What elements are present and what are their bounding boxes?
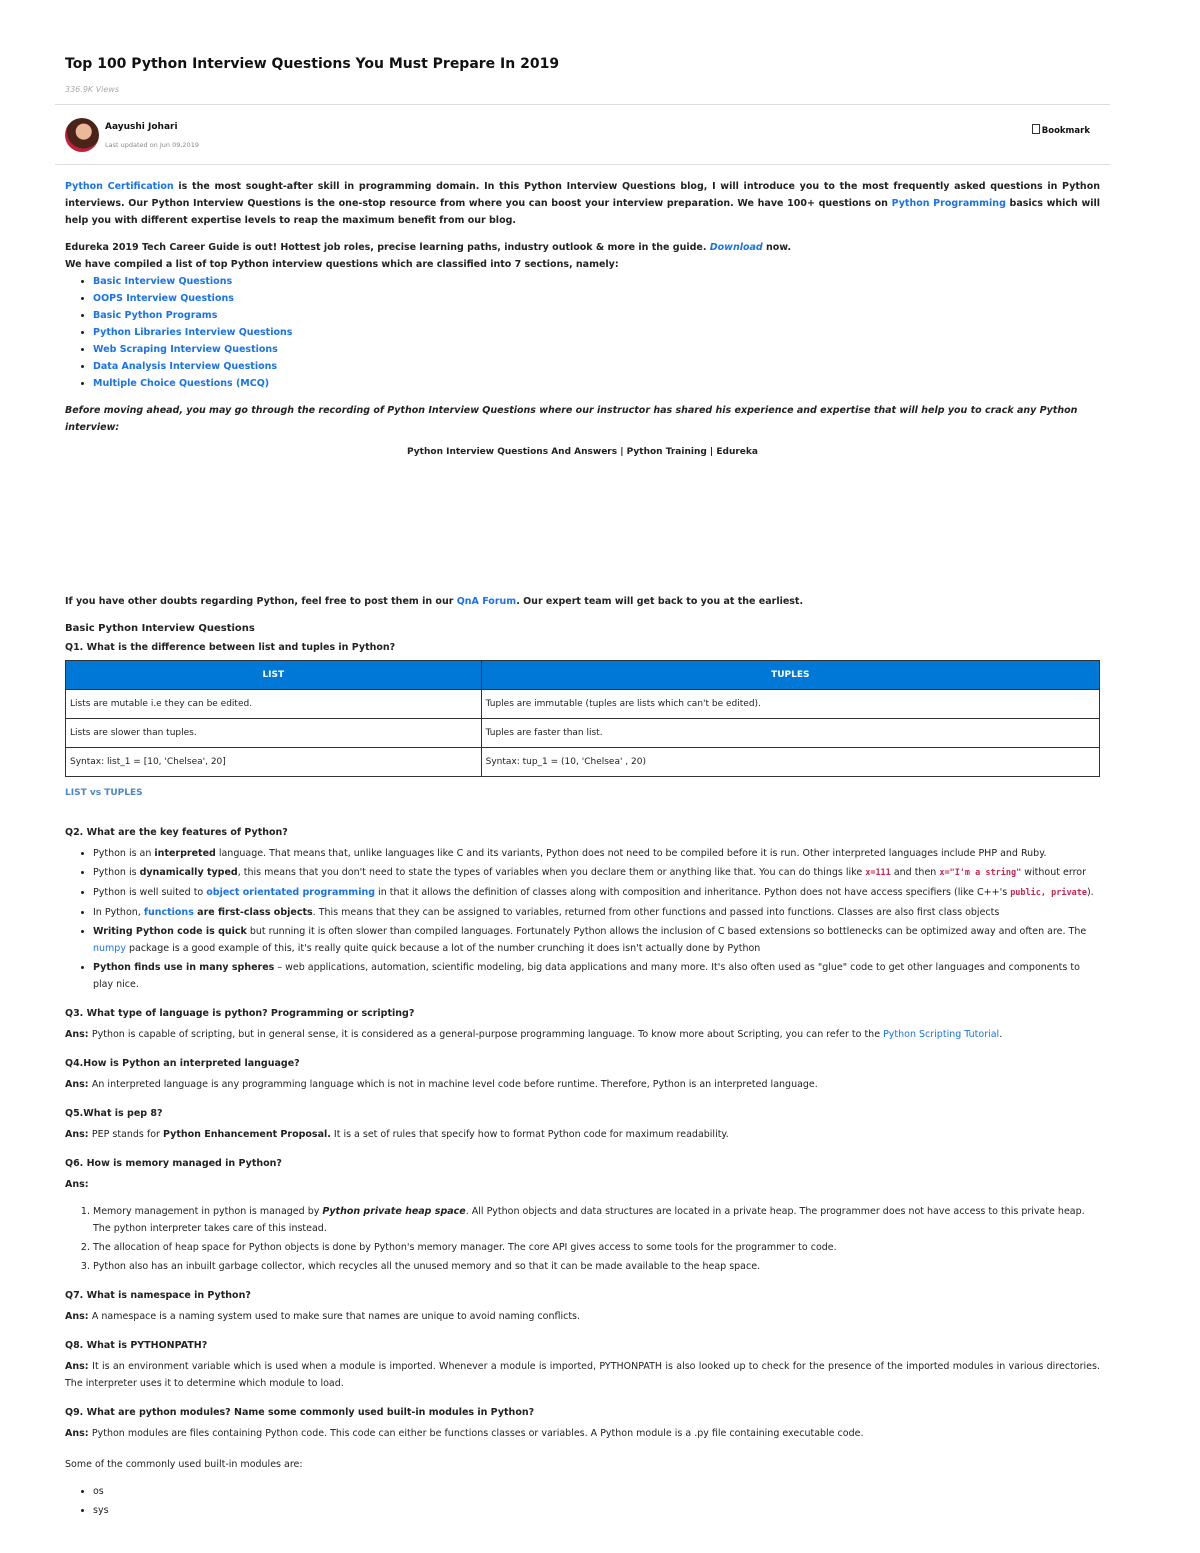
list-item: • sys: [93, 1502, 1100, 1519]
question-2: Q2. What are the key features of Python?: [65, 827, 288, 838]
question-7: Q7. What is namespace in Python?: [65, 1290, 251, 1301]
modules-list: [65, 1483, 1100, 1519]
video-title[interactable]: Python Interview Questions And Answers | Python Training | Edureka: [407, 447, 758, 457]
question-3: Q3. What type of language is python? Programming or scripting?: [65, 1008, 415, 1019]
last-updated: Last updated on Jun 09,2019: [105, 141, 199, 149]
python-programming-link[interactable]: Python Programming: [891, 198, 1006, 209]
answer-5: Ans: PEP stands for Python Enhancement Proposal. It is a set of rules that specify how to format Python code for maximum readability.: [65, 1129, 729, 1140]
answer-3: Ans: Python is capable of scripting, but in general sense, it is considered as a general-purpose programming language. To know more about Scripting, you can refer to the Python Scripting Tutorial.: [65, 1029, 1003, 1040]
answer-7: Ans: A namespace is a naming system used to make sure that names are unique to avoid naming conflicts.: [65, 1311, 581, 1322]
download-link[interactable]: Download: [709, 242, 763, 253]
section-link[interactable]: Multiple Choice Questions (MCQ): [93, 378, 270, 389]
numpy-link[interactable]: numpy: [93, 943, 126, 954]
code-snippet: x=111: [865, 868, 891, 878]
list-item: • os: [93, 1483, 1100, 1500]
list-item: [93, 273, 1100, 290]
table-caption: LIST vs TUPLES: [65, 788, 143, 798]
list-item: [93, 358, 1100, 375]
table-cell: Lists are mutable i.e they can be edited.: [66, 690, 482, 719]
list-item: 2. The allocation of heap space for Python objects is done by Python's memory manager. The core API gives access to some tools for the programmer to code.: [93, 1239, 1100, 1256]
video-embed[interactable]: [65, 461, 1100, 589]
table-header: LIST: [66, 661, 482, 690]
table-cell: Syntax: tup_1 = (10, 'Chelsea' , 20): [481, 748, 1099, 777]
question-1: Q1. What is the difference between list and tuples in Python?: [65, 642, 396, 653]
list-item: • Python is well suited to object orientated programming in that it allows the definition of classes along with composition and inheritance. Python does not have access specifiers (like C++'s public, private).: [93, 884, 1100, 902]
career-guide-line: Edureka 2019 Tech Career Guide is out! Hottest job roles, precise learning paths, industry outlook & more in the guide. Download now.: [65, 242, 792, 253]
table-row: [66, 748, 1100, 777]
section-link[interactable]: Basic Python Programs: [93, 310, 218, 321]
list-item: • In Python, functions are first-class objects. This means that they can be assigned to variables, returned from other functions and passed into functions. Classes are also first class objects: [93, 904, 1100, 921]
list-item: • Python finds use in many spheres – web applications, automation, scientific modeling, big data applications and many more. It's also often used as "glue" code to get other languages and components to play nice.: [93, 959, 1100, 993]
article-title: Top 100 Python Interview Questions You Must Prepare In 2019: [65, 56, 560, 72]
video-note: Before moving ahead, you may go through the recording of Python Interview Questions where our instructor has shared his experience and expertise that will help you to crack any Python interview:: [65, 405, 1078, 433]
list-item: 3. Python also has an inbuilt garbage collector, which recycles all the unused memory and so that it can be made available to the heap space.: [93, 1258, 1100, 1275]
list-item: 1. Memory management in python is managed by Python private heap space. All Python objects and data structures are located in a private heap. The programmer does not have access to this private heap. The python interpreter takes care of this instead.: [93, 1203, 1100, 1237]
sections-intro: We have compiled a list of top Python interview questions which are classified into 7 sections, namely:: [65, 259, 619, 270]
answer-6-label: Ans:: [65, 1179, 89, 1190]
section-heading: Basic Python Interview Questions: [65, 623, 255, 634]
list-item: [93, 375, 1100, 392]
article-body: [65, 178, 1100, 1527]
author-row: [65, 116, 1110, 156]
table-header: TUPLES: [481, 661, 1099, 690]
list-item: [93, 324, 1100, 341]
features-list: [65, 845, 1100, 993]
question-8: Q8. What is PYTHONPATH?: [65, 1340, 208, 1351]
list-item: [93, 341, 1100, 358]
qna-forum-link[interactable]: QnA Forum: [456, 596, 517, 607]
question-9: Q9. What are python modules? Name some commonly used built-in modules in Python?: [65, 1407, 535, 1418]
modules-intro: Some of the commonly used built-in modules are:: [65, 1459, 303, 1470]
list-vs-tuples-table: [65, 660, 1100, 777]
author-name[interactable]: Aayushi Johari: [105, 122, 178, 132]
list-item: • Python is an interpreted language. That means that, unlike languages like C and its variants, Python does not need to be compiled before it is run. Other interpreted languages include PHP and Ruby.: [93, 845, 1100, 862]
divider: [55, 104, 1110, 105]
view-count: 336.9K Views: [65, 85, 120, 94]
table-row: [66, 690, 1100, 719]
section-link[interactable]: Python Libraries Interview Questions: [93, 327, 293, 338]
scripting-tutorial-link[interactable]: Python Scripting Tutorial: [883, 1029, 1000, 1040]
avatar[interactable]: [65, 118, 99, 152]
table-cell: Syntax: list_1 = [10, 'Chelsea', 20]: [66, 748, 482, 777]
list-item: • Python is dynamically typed, this means that you don't need to state the types of variables when you declare them or anything like that. You can do things like x=111 and then x="I'm a string" without error: [93, 864, 1100, 882]
section-link[interactable]: Basic Interview Questions: [93, 276, 233, 287]
table-cell: Lists are slower than tuples.: [66, 719, 482, 748]
memory-list: [65, 1203, 1100, 1275]
functions-link[interactable]: functions: [143, 907, 194, 918]
answer-4: Ans: An interpreted language is any programming language which is not in machine level code before runtime. Therefore, Python is an interpreted language.: [65, 1079, 818, 1090]
python-certification-link[interactable]: Python Certification: [65, 181, 174, 192]
list-item: [93, 307, 1100, 324]
code-snippet: public, private: [1010, 888, 1087, 898]
section-list: [65, 273, 1100, 392]
code-snippet: x="I'm a string": [939, 868, 1022, 878]
doubts-paragraph: If you have other doubts regarding Python, feel free to post them in our QnA Forum. Our expert team will get back to you at the earliest.: [65, 596, 804, 607]
intro-paragraph: Python Certification is the most sought-after skill in programming domain. In this Python Interview Questions blog, I will introduce you to the most frequently asked questions in Python interviews. Our Python Interview Questions is the one-stop resource from where you can boost your interview preparation. We have 100+ questions on Python Programming basics which will help you with different expertise levels to reap the maximum benefit from our blog.: [65, 181, 1100, 226]
question-4: Q4.How is Python an interpreted language?: [65, 1058, 300, 1069]
answer-8: Ans: It is an environment variable which is used when a module is imported. Whenever a module is imported, PYTHONPATH is also looked up to check for the presence of the imported modules in various directories. The interpreter uses it to determine which module to load.: [65, 1361, 1100, 1389]
answer-9: Ans: Python modules are files containing Python code. This code can either be functions classes or variables. A Python module is a .py file containing executable code.: [65, 1428, 864, 1439]
bookmark-icon: [1032, 124, 1040, 134]
list-item: [93, 290, 1100, 307]
bookmark-label: Bookmark: [1041, 126, 1090, 136]
section-link[interactable]: OOPS Interview Questions: [93, 293, 234, 304]
divider: [55, 164, 1110, 165]
table-cell: Tuples are faster than list.: [481, 719, 1099, 748]
oop-link[interactable]: object orientated programming: [206, 887, 376, 898]
section-link[interactable]: Web Scraping Interview Questions: [93, 344, 278, 355]
question-6: Q6. How is memory managed in Python?: [65, 1158, 282, 1169]
table-row: [66, 719, 1100, 748]
section-link[interactable]: Data Analysis Interview Questions: [93, 361, 278, 372]
list-item: • Writing Python code is quick but running it is often slower than compiled languages. Fortunately Python allows the inclusion of C based extensions so bottlenecks can be optimized away and often are. The numpy package is a good example of this, it's really quite quick because a lot of the number crunching it does isn't actually done by Python: [93, 923, 1100, 957]
bookmark-button[interactable]: [1032, 124, 1090, 136]
question-5: Q5.What is pep 8?: [65, 1108, 163, 1119]
table-cell: Tuples are immutable (tuples are lists which can't be edited).: [481, 690, 1099, 719]
